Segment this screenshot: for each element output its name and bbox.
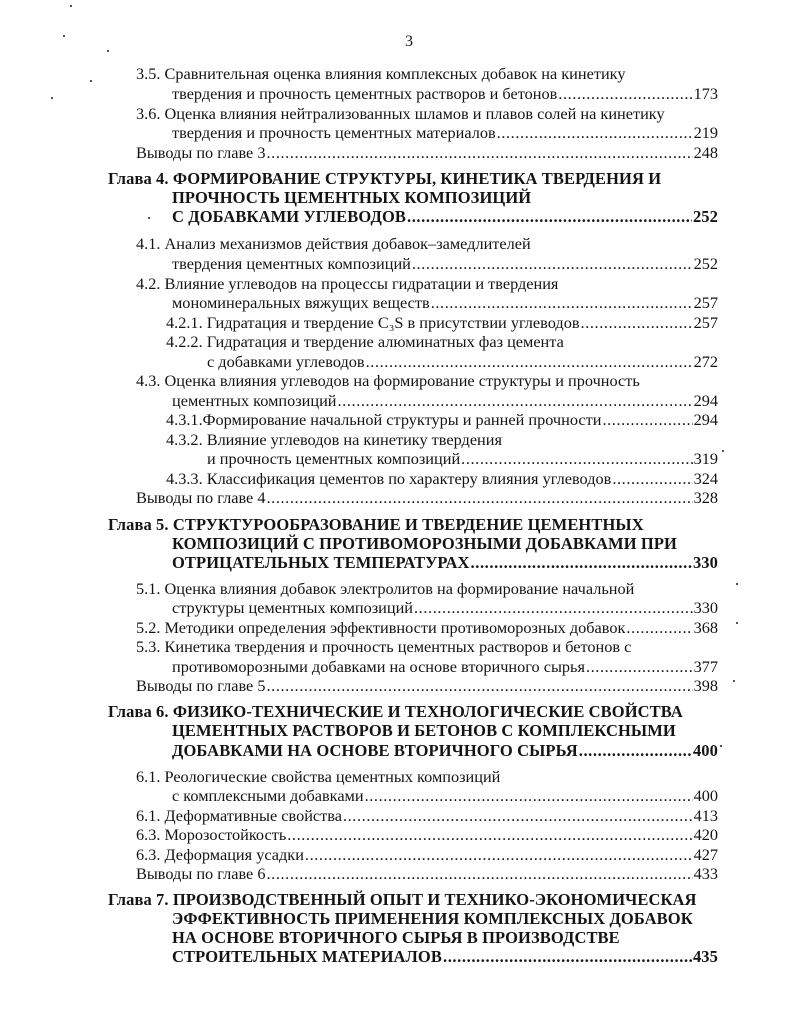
dot-leader	[414, 598, 693, 618]
toc-page-number: 248	[693, 143, 718, 162]
dot-leader	[267, 488, 693, 508]
dot-leader	[431, 293, 693, 313]
toc-page-number: 257	[693, 313, 718, 332]
toc-entry-4-3-3: 4.3.3. Классификация цементов по характеру влияния углеводов ..... 324	[166, 469, 718, 489]
toc-page-number: 330	[692, 553, 718, 572]
chapter-7-heading-line-1: Глава 7. ПРОИЗВОДСТВЕННЫЙ ОПЫТ И ТЕХНИКО-ЭКОНОМИЧЕСКАЯ	[108, 890, 697, 909]
scan-speck	[107, 50, 109, 52]
toc-entry-4-3-line-1: 4.3. Оценка влияния углеводов на формирование структуры и прочность	[136, 371, 640, 390]
toc-entry-5-2: 5.2. Методики определения эффективности противоморозных добавок ..... 368	[136, 618, 718, 638]
toc-entry-4-1-line-2: твердения цементных композиций ..... 252	[172, 254, 718, 274]
toc-entry-4-1-line-1: 4.1. Анализ механизмов действия добавок–замедлителей	[136, 234, 531, 253]
toc-entry-4-2-line-1: 4.2. Влияние углеводов на процессы гидратации и твердения	[136, 274, 559, 293]
toc-entry-3-6-line-2: твердения и прочность цементных материалов ..... 219	[172, 123, 718, 143]
page-number: 3	[405, 33, 413, 50]
toc-entry-4-2-2-line-2: с добавками углеводов ..... 272	[207, 352, 718, 372]
chapter-6-heading-line-1: Глава 6. ФИЗИКО-ТЕХНИЧЕСКИЕ И ТЕХНОЛОГИЧЕСКИЕ СВОЙСТВА	[108, 702, 683, 721]
toc-page-number: 328	[693, 488, 718, 507]
dot-leader	[612, 469, 692, 489]
toc-page-number: 257	[693, 293, 718, 312]
toc-page-number: 377	[693, 657, 718, 676]
chapter-7-heading-line-3: НА ОСНОВЕ ВТОРИЧНОГО СЫРЬЯ В ПРОИЗВОДСТВЕ	[172, 928, 620, 947]
toc-entry-6-1-line-1: 6.1. Реологические свойства цементных композиций	[136, 767, 501, 786]
toc-entry-5-1-line-2: структуры цементных композиций ..... 330	[172, 598, 718, 618]
toc-entry-4-2-1: 4.2.1. Гидратация и твердение C₃S в присутствии углеводов ..... 257	[166, 313, 718, 333]
scan-speck	[736, 622, 738, 624]
dot-leader	[267, 143, 693, 163]
chapter-4-heading-line-1: Глава 4. ФОРМИРОВАНИЕ СТРУКТУРЫ, КИНЕТИКА ТВЕРДЕНИЯ И	[108, 169, 662, 188]
dot-leader	[626, 618, 692, 638]
toc-page-number: 294	[693, 391, 718, 410]
toc-entry-5-3-line-1: 5.3. Кинетика твердения и прочность цементных растворов и бетонов с	[136, 637, 632, 656]
toc-entry-5-1-line-1: 5.1. Оценка влияния добавок электролитов на формирование начальной	[136, 579, 635, 598]
dot-leader	[287, 825, 692, 845]
chapter-6-heading-line-3: ДОБАВКАМИ НА ОСНОВЕ ВТОРИЧНОГО СЫРЬЯ ..... 400	[172, 741, 718, 761]
toc-page-number: 272	[693, 352, 718, 371]
scan-speck	[148, 217, 150, 219]
toc-page-number: 420	[693, 825, 718, 844]
toc-entry-4-2-2-line-1: 4.2.2. Гидратация и твердение алюминатных фаз цемента	[166, 332, 564, 351]
scan-speck	[70, 5, 72, 7]
chapter-7-heading-line-4: СТРОИТЕЛЬНЫХ МАТЕРИАЛОВ ..... 435	[172, 947, 718, 967]
scan-speck	[733, 680, 735, 682]
dot-leader	[471, 553, 692, 573]
scan-speck	[722, 450, 724, 452]
toc-page-number: 324	[693, 469, 718, 488]
chapter-5-heading-line-2: КОМПОЗИЦИЙ С ПРОТИВОМОРОЗНЫМИ ДОБАВКАМИ ПРИ	[172, 534, 677, 553]
toc-entry-conclusions-5: Выводы по главе 5 ..... 398	[136, 676, 718, 696]
dot-leader	[443, 947, 692, 967]
dot-leader	[267, 676, 693, 696]
dot-leader	[365, 786, 693, 806]
toc-page-number: 319	[693, 449, 718, 468]
toc-page-number: 435	[692, 947, 718, 966]
toc-page-number: 427	[693, 845, 718, 864]
toc-page-number: 400	[692, 741, 718, 760]
toc-entry-conclusions-6: Выводы по главе 6 ..... 433	[136, 864, 718, 884]
toc-page-number: 330	[693, 598, 718, 617]
toc-entry-4-3-2-line-1: 4.3.2. Влияние углеводов на кинетику твердения	[166, 430, 502, 449]
toc-entry-5-3-line-2: противоморозными добавками на основе вторичного сырья ..... 377	[172, 657, 718, 677]
toc-entry-6-3-shrinkage: 6.3. Деформация усадки ..... 427	[136, 845, 718, 865]
dot-leader	[579, 741, 692, 761]
dot-leader	[497, 123, 693, 143]
dot-leader	[412, 254, 693, 274]
dot-leader	[343, 806, 693, 826]
dot-leader	[407, 207, 692, 227]
dot-leader	[305, 845, 693, 865]
scan-speck	[736, 583, 738, 585]
toc-page-number: 398	[693, 676, 718, 695]
toc-entry-3-5-line-2: твердения и прочность цементных растворов и бетонов ..... 173	[172, 84, 718, 104]
toc-page-number: 368	[693, 618, 718, 637]
chapter-5-heading-line-3: ОТРИЦАТЕЛЬНЫХ ТЕМПЕРАТУРАХ ..... 330	[172, 553, 718, 573]
toc-page-number: 252	[693, 254, 718, 273]
chapter-4-heading-line-3: С ДОБАВКАМИ УГЛЕВОДОВ ..... 252	[172, 207, 718, 227]
toc-entry-6-1-deformative: 6.1. Деформативные свойства ..... 413	[136, 806, 718, 826]
scan-speck	[720, 745, 722, 747]
toc-page-number: 294	[693, 410, 718, 429]
toc-entry-6-1-line-2: с комплексными добавками ..... 400	[172, 786, 718, 806]
dot-leader	[366, 352, 693, 372]
toc-entry-6-3-frost: 6.3. Морозостойкость ..... 420	[136, 825, 718, 845]
scan-speck	[63, 35, 65, 37]
toc-entry-4-3-1: 4.3.1.Формирование начальной структуры и ранней прочности ..... 294	[166, 410, 718, 430]
chapter-4-heading-line-2: ПРОЧНОСТЬ ЦЕМЕНТНЫХ КОМПОЗИЦИЙ	[172, 188, 532, 207]
toc-page-number: 252	[692, 207, 718, 226]
dot-leader	[267, 864, 693, 884]
dot-leader	[338, 391, 693, 411]
toc-entry-conclusions-3: Выводы по главе 3 ..... 248	[136, 143, 718, 163]
toc-page-number: 400	[693, 786, 718, 805]
chapter-7-heading-line-2: ЭФФЕКТИВНОСТЬ ПРИМЕНЕНИЯ КОМПЛЕКСНЫХ ДОБАВОК	[172, 909, 693, 928]
toc-page-number: 413	[693, 806, 718, 825]
toc-entry-4-3-line-2: цементных композиций ..... 294	[172, 391, 718, 411]
toc-entry-4-3-2-line-2: и прочность цементных композиций ..... 319	[207, 449, 718, 469]
dot-leader	[602, 410, 692, 430]
dot-leader	[558, 84, 692, 104]
toc-page-number: 219	[693, 123, 718, 142]
dot-leader	[581, 313, 693, 333]
toc-entry-4-2-line-2: мономинеральных вяжущих веществ ..... 257	[172, 293, 718, 313]
toc-page-number: 433	[693, 864, 718, 883]
dot-leader	[586, 657, 693, 677]
chapter-5-heading-line-1: Глава 5. СТРУКТУРООБРАЗОВАНИЕ И ТВЕРДЕНИЕ ЦЕМЕНТНЫХ	[108, 515, 644, 534]
toc-page-number: 173	[693, 84, 718, 103]
scan-speck	[51, 97, 53, 99]
dot-leader	[461, 449, 692, 469]
toc-entry-3-5-line-1: 3.5. Сравнительная оценка влияния комплексных добавок на кинетику	[136, 64, 626, 83]
toc-entry-3-6-line-1: 3.6. Оценка влияния нейтрализованных шламов и плавов солей на кинетику	[136, 104, 665, 123]
chapter-6-heading-line-2: ЦЕМЕНТНЫХ РАСТВОРОВ И БЕТОНОВ С КОМПЛЕКСНЫМИ	[172, 721, 676, 740]
scan-speck	[90, 80, 92, 82]
toc-entry-conclusions-4: Выводы по главе 4 ..... 328	[136, 488, 718, 508]
